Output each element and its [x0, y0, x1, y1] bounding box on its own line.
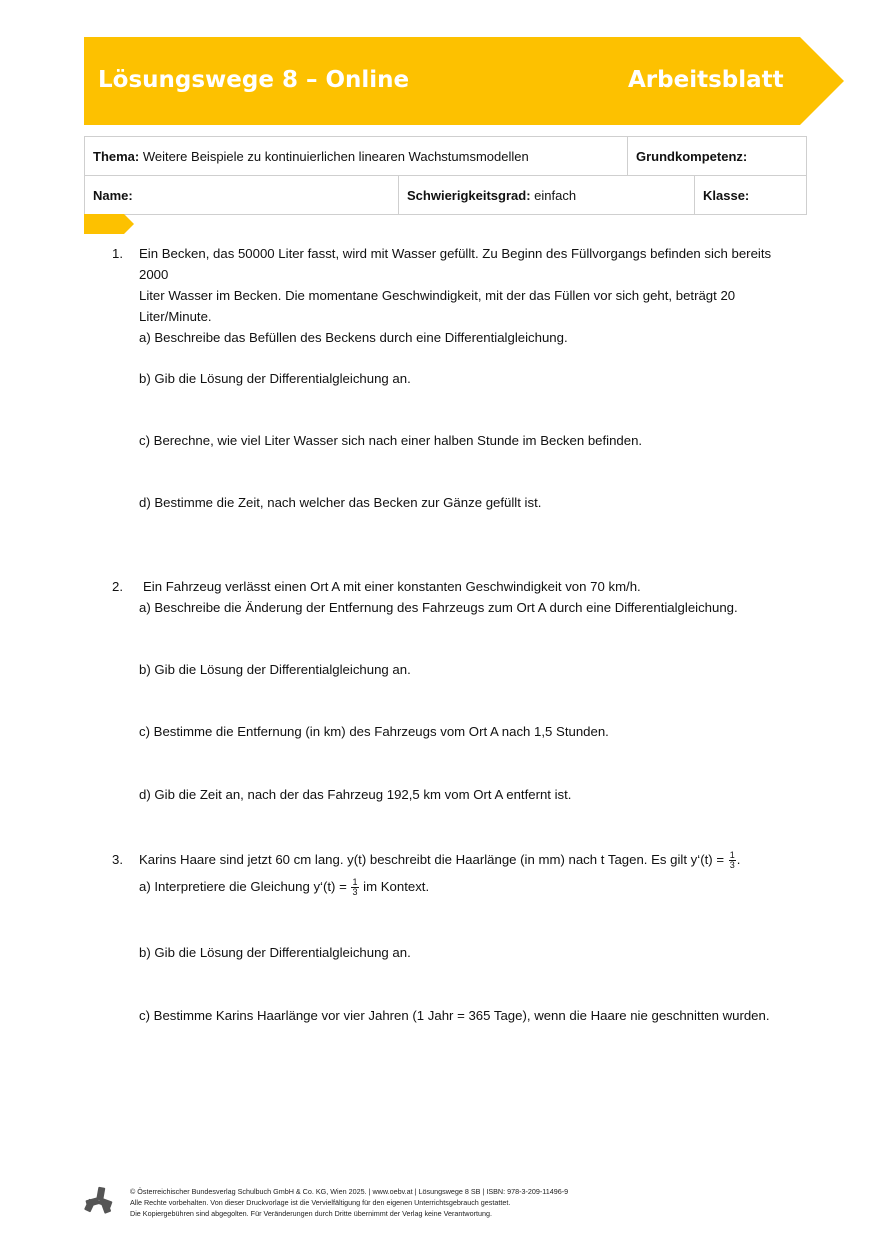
task-2-number: 2. [112, 579, 123, 594]
header-doc-type: Arbeitsblatt [628, 67, 784, 93]
schwierigkeit-label: Schwierigkeitsgrad: [407, 187, 531, 203]
name-label: Name: [93, 187, 133, 203]
schwierigkeit-cell [399, 176, 695, 215]
task-3-a-end: im Kontext. [363, 879, 430, 894]
task-2-c: c) Bestimme die Entfernung (in km) des Fahrzeugs vom Ort A nach 1,5 Stunden. [139, 724, 609, 739]
footer-line2: Alle Rechte vorbehalten. Von dieser Druckvorlage ist die Vervielfältigung für den eigenen Unterrichtsgebrauch gestattet. [130, 1198, 511, 1207]
schwierigkeit-value: einfach [534, 187, 577, 203]
task-1-b: b) Gib die Lösung der Differentialgleichung an. [139, 371, 411, 386]
task-3-b: b) Gib die Lösung der Differentialgleichung an. [139, 945, 411, 960]
task-1-intro [139, 243, 799, 348]
thema-label: Thema: [93, 148, 140, 164]
fraction-denominator: 3 [352, 887, 358, 898]
task-2-a: a) Beschreibe die Änderung der Entfernung des Fahrzeugs zum Ort A durch eine Differentialgleichung. [139, 600, 738, 615]
thema-value: Weitere Beispiele zu kontinuierlichen linearen Wachstumsmodellen [142, 148, 529, 164]
grundkompetenz-cell [628, 137, 807, 176]
task-2-b: b) Gib die Lösung der Differentialgleichung an. [139, 662, 411, 677]
fraction-denominator: 3 [729, 860, 735, 871]
task-1-a: a) Beschreibe das Befüllen des Beckens durch eine Differentialgleichung. [139, 330, 568, 345]
tab-arrow-decoration [84, 214, 136, 234]
task-3-fraction [729, 851, 736, 870]
fraction-numerator: 1 [352, 877, 358, 888]
task-1-c: c) Berechne, wie viel Liter Wasser sich nach einer halben Stunde im Becken befinden. [139, 433, 643, 448]
header-title: Lösungswege 8 – Online [98, 67, 410, 93]
task-1-d: d) Bestimme die Zeit, nach welcher das Becken zur Gänze gefüllt ist. [139, 495, 542, 510]
task-3-a [139, 876, 429, 897]
footer-line3: Die Kopiergebühren sind abgegolten. Für Veränderungen durch Dritte übernimmt der Verlag keine Verantwortung. [130, 1209, 492, 1218]
grundkompetenz-label: Grundkompetenz: [636, 148, 748, 164]
task-3-a-text: a) Interpretiere die Gleichung y‘(t) = [139, 879, 347, 894]
publisher-logo-icon [84, 1186, 114, 1216]
footer-line1: © Österreichischer Bundesverlag Schulbuch GmbH & Co. KG, Wien 2025. | www.oebv.at | Lösungswege 8 SB | ISBN: 978-3-209-11496-9 [130, 1187, 569, 1196]
task-3-number: 3. [112, 852, 123, 867]
task-1-intro-line1: Ein Becken, das 50000 Liter fasst, wird mit Wasser gefüllt. Zu Beginn des Füllvorgangs befinden sich bereits 2000 [139, 246, 772, 282]
info-table [84, 136, 807, 215]
task-1-intro-line3: Liter/Minute. [139, 309, 212, 324]
header-banner [84, 37, 844, 125]
task-2-d: d) Gib die Zeit an, nach der das Fahrzeug 192,5 km vom Ort A entfernt ist. [139, 787, 572, 802]
thema-cell [85, 137, 628, 176]
footer-copyright [130, 1186, 568, 1219]
task-1-number: 1. [112, 246, 123, 261]
task-1-intro-line2: Liter Wasser im Becken. Die momentane Geschwindigkeit, mit der das Füllen vor sich geht, beträgt 20 [139, 288, 736, 303]
klasse-cell [695, 176, 807, 215]
task-3-intro [139, 849, 740, 870]
task-3-intro-end: . [736, 852, 741, 867]
task-3-intro-text: Karins Haare sind jetzt 60 cm lang. y(t) beschreibt die Haarlänge (in mm) nach t Tagen. Es gilt y‘(t) = [139, 852, 725, 867]
task-2-intro: Ein Fahrzeug verlässt einen Ort A mit einer konstanten Geschwindigkeit von 70 km/h. [143, 579, 641, 594]
klasse-label: Klasse: [703, 187, 750, 203]
name-cell [85, 176, 399, 215]
task-3-c: c) Bestimme Karins Haarlänge vor vier Jahren (1 Jahr = 365 Tage), wenn die Haare nie geschnitten wurden. [139, 1008, 770, 1023]
fraction-numerator: 1 [729, 850, 735, 861]
task-3-a-fraction [351, 878, 358, 897]
